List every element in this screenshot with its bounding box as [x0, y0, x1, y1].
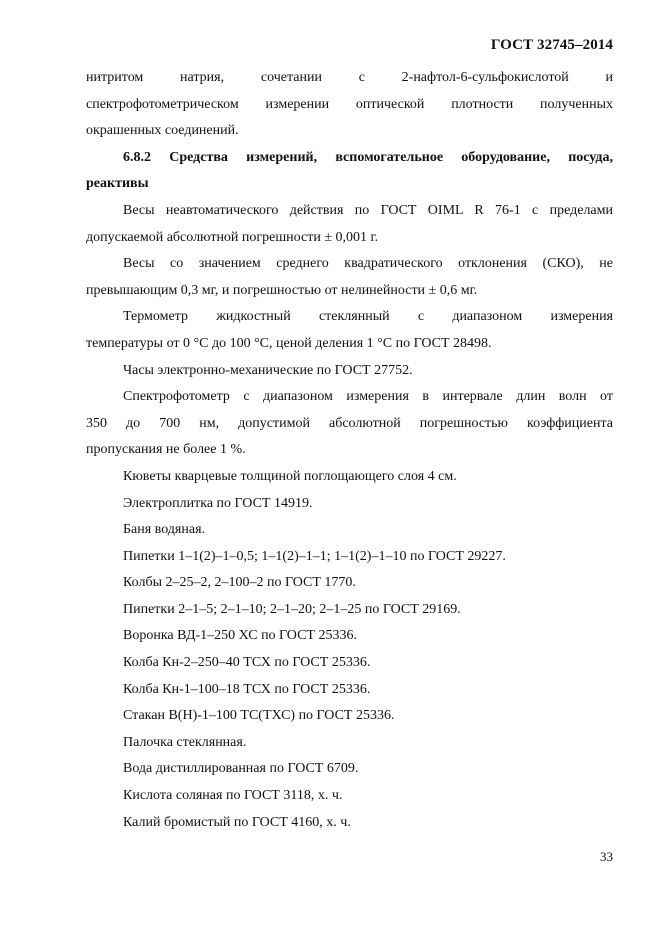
list-item: Палочка стеклянная.	[123, 734, 247, 750]
text-line: спектрофотометрическом измерении оптической плотности полученных	[86, 96, 613, 112]
page-number: 33	[600, 849, 613, 864]
text-line: пропускания не более 1 %.	[86, 442, 246, 458]
text-line: Весы со значением среднего квадратического отклонения (СКО), не	[123, 256, 613, 272]
list-item: Колба Кн-1–100–18 ТСХ по ГОСТ 25336.	[123, 681, 371, 697]
list-item: Стакан В(Н)-1–100 ТС(ТХС) по ГОСТ 25336.	[123, 708, 395, 724]
list-item: Баня водяная.	[123, 522, 206, 538]
list-item: Калий бромистый по ГОСТ 4160, х. ч.	[123, 814, 351, 830]
scales-paragraph-2	[86, 251, 613, 304]
spectrophotometer-paragraph	[86, 384, 613, 464]
list-item: Кислота соляная по ГОСТ 3118, х. ч.	[123, 788, 343, 804]
text-line: превышающим 0,3 мг, и погрешностью от нелинейности ± 0,6 мг.	[86, 282, 478, 298]
text-line: окрашенных соединений.	[86, 123, 239, 139]
list-item: Пипетки 1–1(2)–1–0,5; 1–1(2)–1–1; 1–1(2)–1–10 по ГОСТ 29227.	[123, 548, 506, 564]
list-item: Пипетки 2–1–5; 2–1–10; 2–1–20; 2–1–25 по ГОСТ 29169.	[123, 601, 461, 617]
list-item: Вода дистиллированная по ГОСТ 6709.	[123, 761, 359, 777]
text-line: Термометр жидкостный стеклянный с диапазоном измерения	[123, 309, 613, 325]
section-heading	[86, 145, 613, 198]
document-body	[86, 65, 613, 836]
text-line: допускаемой абсолютной погрешности ± 0,001 г.	[86, 229, 379, 245]
list-item: Воронка ВД-1–250 ХС по ГОСТ 25336.	[123, 628, 357, 644]
text-line: нитритом натрия, сочетании с 2-нафтол-6-сульфокислотой и	[86, 70, 613, 85]
intro-paragraph	[86, 65, 613, 145]
list-item: Колба Кн-2–250–40 ТСХ по ГОСТ 25336.	[123, 655, 371, 671]
clock-paragraph: Часы электронно-механические по ГОСТ 27752.	[123, 362, 413, 378]
heading-line: реактивы	[86, 176, 149, 192]
heading-line: 6.8.2 Средства измерений, вспомогательное оборудование, посуда,	[123, 149, 613, 165]
text-line: Спектрофотометр с диапазоном измерения в интервале длин волн от	[123, 389, 613, 405]
document-header: ГОСТ 32745–2014	[490, 37, 613, 53]
scales-paragraph-1	[86, 198, 613, 251]
list-item: Электроплитка по ГОСТ 14919.	[123, 495, 313, 511]
text-line: температуры от 0 °С до 100 °С, ценой деления 1 °С по ГОСТ 28498.	[86, 335, 492, 351]
list-item: Кюветы кварцевые толщиной поглощающего слоя 4 см.	[123, 468, 457, 484]
text-line: 350 до 700 нм, допустимой абсолютной погрешностью коэффициента	[86, 415, 613, 431]
text-line: Весы неавтоматического действия по ГОСТ OIML R 76-1 с пределами	[123, 202, 613, 218]
thermometer-paragraph	[86, 304, 613, 357]
list-item: Колбы 2–25–2, 2–100–2 по ГОСТ 1770.	[123, 575, 356, 591]
